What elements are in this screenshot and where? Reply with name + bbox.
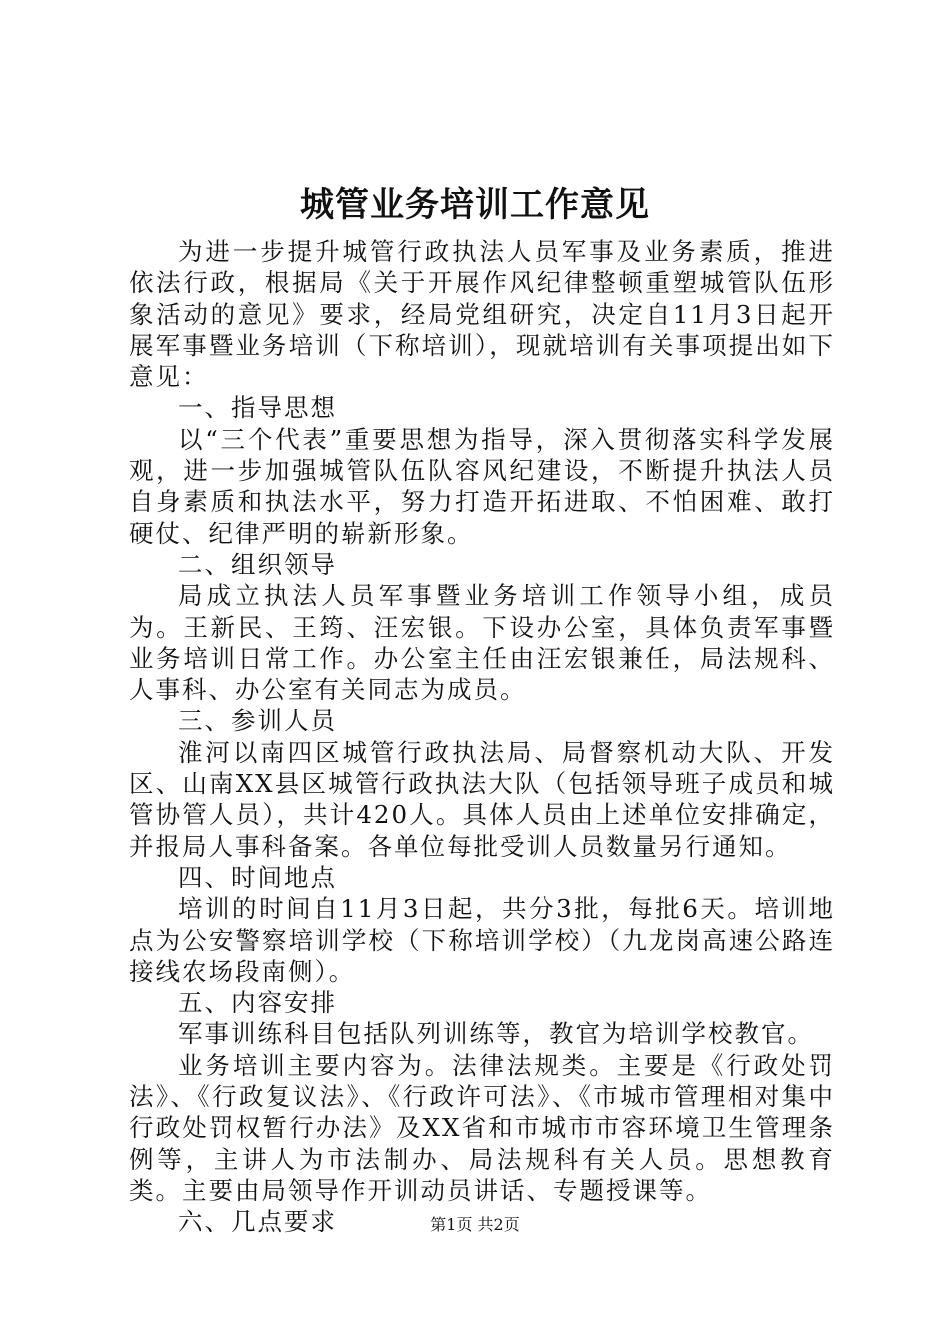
document-body bbox=[129, 236, 835, 1238]
guidance-paragraph: 以“三个代表”重要思想为指导，深入贯彻落实科学发展观，进一步加强城管队伍队容风纪建设，不断提升执法人员自身素质和执法水平，努力打造开拓进取、不怕困难、敢打硬仗、纪律严明的崭新形象。 bbox=[129, 424, 835, 548]
trainees-paragraph: 淮河以南四区城管行政执法局、局督察机动大队、开发区、山南XX县区城管行政执法大队（包括领导班子成员和城管协管人员），共计420人。具体人员由上述单位安排确定，并报局人事科备案。各单位每批受训人员数量另行通知。 bbox=[129, 737, 835, 861]
section-heading-time-place: 四、时间地点 bbox=[178, 862, 337, 892]
section-heading-trainees: 三、参训人员 bbox=[178, 706, 337, 736]
business-training-paragraph: 业务培训主要内容为。法律法规类。主要是《行政处罚法》、《行政复议法》、《行政许可法》、《市城市管理相对集中行政处罚权暂行办法》及XX省和市城市市容环境卫生管理条例等，主讲人为市法制办、局法规科有关人员。思想教育类。主要由局领导作开训动员讲话、专题授课等。 bbox=[129, 1050, 835, 1205]
section-heading-content: 五、内容安排 bbox=[178, 988, 337, 1018]
section-heading-leadership: 二、组织领导 bbox=[178, 549, 337, 579]
leadership-paragraph: 局成立执法人员军事暨业务培训工作领导小组，成员为。王新民、王筠、汪宏银。下设办公室，具体负责军事暨业务培训日常工作。办公室主任由汪宏银兼任，局法规科、人事科、办公室有关同志为成员。 bbox=[129, 581, 835, 705]
page-number-footer: 第1页 共2页 bbox=[430, 1215, 520, 1234]
section-heading-requirements: 六、几点要求 bbox=[178, 1207, 337, 1237]
section-heading-guidance: 一、指导思想 bbox=[178, 393, 337, 423]
time-place-paragraph: 培训的时间自11月3日起，共分3批，每批6天。培训地点为公安警察培训学校（下称培训学校）（九龙岗高速公路连接线农场段南侧）。 bbox=[129, 894, 835, 986]
intro-paragraph: 为进一步提升城管行政执法人员军事及业务素质，推进依法行政，根据局《关于开展作风纪律整顿重塑城管队伍形象活动的意见》要求，经局党组研究，决定自11月3日起开展军事暨业务培训（下称培训），现就培训有关事项提出如下意见： bbox=[129, 237, 835, 392]
military-training-paragraph: 军事训练科目包括队列训练等，教官为培训学校教官。 bbox=[178, 1019, 814, 1049]
document-title: 城管业务培训工作意见 bbox=[300, 185, 650, 225]
